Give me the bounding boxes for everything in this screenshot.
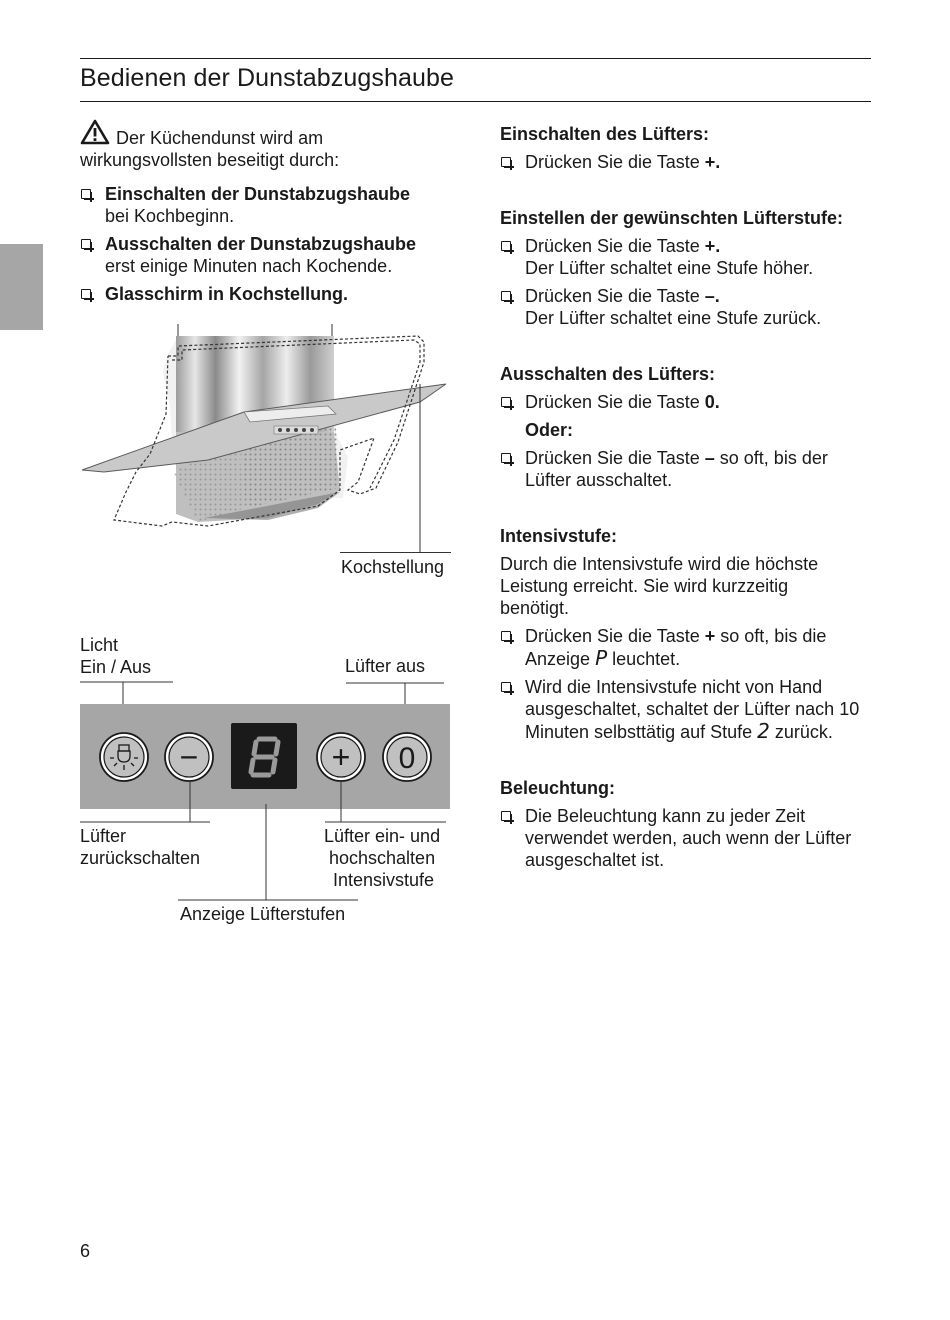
section-tab-marker xyxy=(0,244,43,330)
list-item: Die Beleuchtung kann zu jeder Zeit verwendet werden, auch wenn der Lüfter ausgeschaltet ist. xyxy=(500,805,872,871)
checkbox-bullet-icon xyxy=(501,397,511,407)
list-item: Ausschalten der Dunstabzugshaube erst einige Minuten nach Kochende. xyxy=(80,233,460,277)
list-item: Drücken Sie die Taste +. xyxy=(500,151,872,173)
list-item: Drücken Sie die Taste +. Der Lüfter schaltet eine Stufe höher. xyxy=(500,235,872,279)
label-back-line2: zurückschalten xyxy=(80,848,201,868)
checkbox-bullet-icon xyxy=(501,453,511,463)
checkbox-bullet-icon xyxy=(501,811,511,821)
hood-illustration xyxy=(78,322,458,552)
label-back-line1: Lüfter xyxy=(80,826,127,846)
label-display: Anzeige Lüfterstufen xyxy=(180,904,346,924)
checkbox-bullet-icon xyxy=(81,239,91,249)
page-title: Bedienen der Dunstabzugshaube xyxy=(80,64,455,92)
plus-button[interactable] xyxy=(317,733,365,781)
label-up-line2: hochschalten xyxy=(329,848,436,868)
zero-button[interactable] xyxy=(383,733,431,781)
list-item: Drücken Sie die Taste – so oft, bis der Lüfter ausschaltet. xyxy=(500,447,872,491)
oder-label: Oder: xyxy=(525,420,574,440)
intro-text: Der Küchendunst wird am wirkungsvollsten beseitigt durch: xyxy=(80,128,340,170)
list-item: Drücken Sie die Taste + so oft, bis die Anzeige P leuchtet. xyxy=(500,625,872,670)
minus-button[interactable] xyxy=(165,733,213,781)
checkbox-bullet-icon xyxy=(81,289,91,299)
label-fan-off: Lüfter aus xyxy=(345,656,426,676)
checkbox-bullet-icon xyxy=(81,189,91,199)
kochstellung-underline xyxy=(340,552,451,553)
checkbox-bullet-icon xyxy=(501,241,511,251)
heading-fan-on: Einschalten des Lüfters: xyxy=(500,124,710,144)
list-item: Drücken Sie die Taste –. Der Lüfter schaltet eine Stufe zurück. xyxy=(500,285,872,329)
right-column xyxy=(500,123,872,871)
heading-intensive: Intensivstufe: xyxy=(500,526,618,546)
checkbox-bullet-icon xyxy=(501,631,511,641)
heading-fan-off: Ausschalten des Lüfters: xyxy=(500,364,716,384)
checkbox-bullet-icon xyxy=(501,157,511,167)
minus-button-label: − xyxy=(179,739,199,775)
left-intro xyxy=(80,127,460,171)
intensive-paragraph: Durch die Intensivstufe wird die höchste Leistung erreicht. Sie wird kurzzeitig benötigt. xyxy=(500,554,819,618)
zero-button-label: 0 xyxy=(398,742,416,775)
heading-fan-level: Einstellen der gewünschten Lüfterstufe: xyxy=(500,208,844,228)
label-light-line2: Ein / Aus xyxy=(80,657,152,677)
fan-level-display xyxy=(231,723,297,789)
label-light-line1: Licht xyxy=(80,635,119,655)
label-up-line3: Intensivstufe xyxy=(333,870,435,890)
segment-2-symbol: 2 xyxy=(757,719,770,743)
page-number: 6 xyxy=(80,1241,91,1261)
heading-lighting: Beleuchtung: xyxy=(500,778,615,798)
kochstellung-label: Kochstellung xyxy=(341,557,445,577)
checkbox-bullet-icon xyxy=(501,682,511,692)
left-list xyxy=(80,183,460,305)
title-rule xyxy=(80,101,871,102)
list-item: Drücken Sie die Taste 0. xyxy=(500,391,872,413)
label-up-line1: Lüfter ein- und xyxy=(324,826,441,846)
top-rule xyxy=(80,58,871,59)
segment-p-symbol: P xyxy=(595,646,608,670)
list-item: Glasschirm in Kochstellung. xyxy=(80,283,460,305)
plus-button-label: + xyxy=(331,739,351,775)
light-button[interactable] xyxy=(100,733,148,781)
list-item: Einschalten der Dunstabzugshaube bei Kochbeginn. xyxy=(80,183,460,227)
warning-icon xyxy=(80,119,110,145)
list-item: Wird die Intensivstufe nicht von Hand ausgeschaltet, schaltet der Lüfter nach 10 Minuten selbsttätig auf Stufe 2 zurück. xyxy=(500,676,872,743)
checkbox-bullet-icon xyxy=(501,291,511,301)
